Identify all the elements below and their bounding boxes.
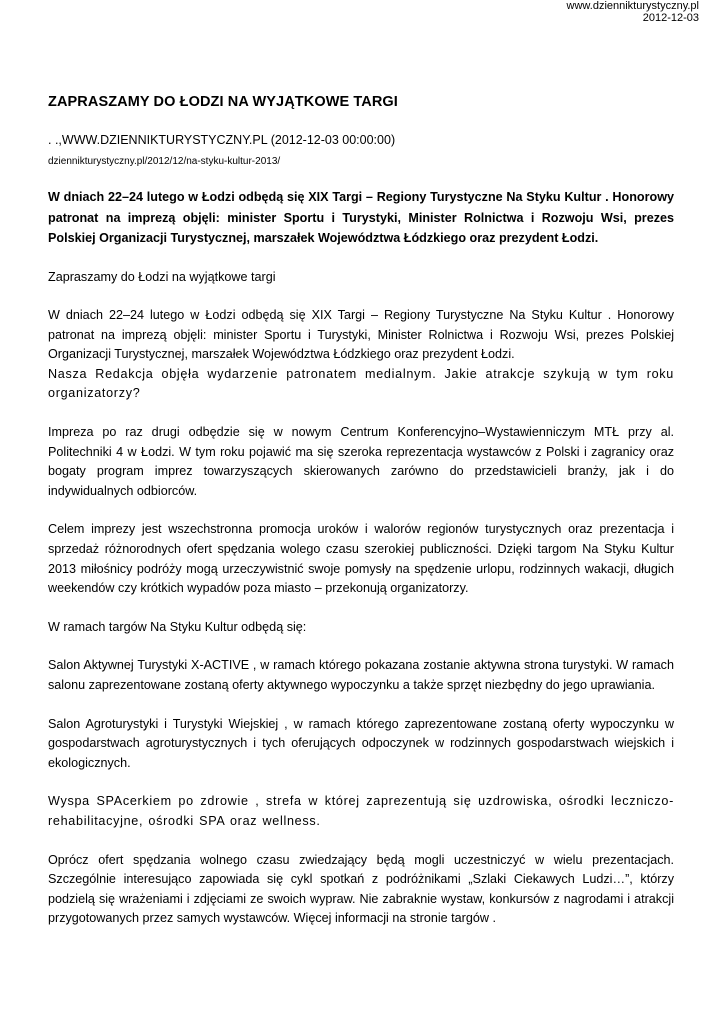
page-header — [567, 0, 699, 24]
article-url: dziennikturystyczny.pl/2012/12/na-styku-kultur-2013/ — [48, 156, 281, 167]
article-paragraph: W dniach 22–24 lutego w Łodzi odbędą się XIX Targi – Regiony Turystyczne Na Styku Kultur . Honorowy patronat na imprezą objęli: minister Sportu i Turystyki, Minister Rolnictwa i Rozwoju Wsi, prezes Polskiej Organizacji Turystycznej, marszałek Województwa Łódzkiego oraz prezydent Łodzi. — [48, 308, 674, 362]
publish-date: 2012-12-03 — [642, 12, 699, 24]
site-url: www.dziennikturystyczny.pl — [566, 0, 699, 12]
article-paragraph: Salon Aktywnej Turystyki X-ACTIVE , w ramach którego pokazana zostanie aktywna strona turystyki. W ramach salonu zaprezentowane zostaną oferty aktywnego wypoczynku a także sprzęt niezbędny do jego uprawiania. — [48, 658, 674, 692]
article-paragraph: Wyspa SPAcerkiem po zdrowie , strefa w której zaprezentują się uzdrowiska, ośrodki leczniczo-rehabilitacyjne, ośrodki SPA oraz wellness. — [48, 794, 674, 828]
article-paragraph: Oprócz ofert spędzania wolnego czasu zwiedzający będą mogli uczestniczyć w wielu prezentacjach. Szczególnie interesująco zapowiada się cykl spotkań z podróżnikami „Szlaki Ciekawych Ludzi…”, którzy podzielą się wrażeniami i zdjęciami ze swoich wypraw. Nie zabraknie wystaw, konkursów z nagrodami i atrakcji przygotowanych przez samych wystawców. Więcej informacji na stronie targów . — [48, 852, 674, 926]
article-paragraph: Celem imprezy jest wszechstronna promocja uroków i walorów regionów turystycznych oraz prezentacja i sprzedaż różnorodnych ofert spędzania wolego czasu szerokiej publiczności. Dzięki targom Na Styku Kultur 2013 miłośnicy podróży mogą urzeczywistnić swoje pomysły na spędzenie urlopu, rodzinnych wakacji, długich weekendów czy krótkich wypadów poza miasto – przekonują organizatorzy. — [48, 522, 674, 596]
article-paragraph: Impreza po raz drugi odbędzie się w nowym Centrum Konferencyjno–Wystawienniczym MTŁ przy al. Politechniki 4 w Łodzi. W tym roku pojawić ma się szeroka reprezentacja wystawców z Polski i zagranicy oraz bogaty program imprez towarzyszących skierowanych zarówno do przedstawicieli branży, jak i do indywidualnych odbiorców. — [48, 425, 674, 498]
article-paragraph: Salon Agroturystyki i Turystyki Wiejskiej , w ramach którego zaprezentowane zostaną oferty wypoczynku w gospodarstwach agroturystycznych i tych oferujących odpoczynek w rodzinnych gospodarstwach wiejskich i ekologicznych. — [48, 716, 674, 770]
article-title: ZAPRASZAMY DO ŁODZI NA WYJĄTKOWE TARGI — [48, 94, 398, 110]
article-paragraph: Zapraszamy do Łodzi na wyjątkowe targi — [48, 269, 276, 284]
article-source: . .,WWW.DZIENNIKTURYSTYCZNY.PL (2012-12-03 00:00:00) — [48, 133, 396, 147]
article — [48, 91, 674, 929]
article-paragraph: Nasza Redakcja objęła wydarzenie patronatem medialnym. Jakie atrakcje szykują w tym roku organizatorzy? — [48, 366, 674, 401]
article-lead: W dniach 22–24 lutego w Łodzi odbędą się XIX Targi – Regiony Turystyczne Na Styku Kultur . Honorowy patronat na imprezą objęli: minister Sportu i Turystyki, Minister Rolnictwa i Rozwoju Wsi, prezes Polskiej Organizacji Turystycznej, marszałek Województwa Łódzkiego oraz prezydent Łodzi. — [48, 190, 674, 245]
article-paragraph: W ramach targów Na Styku Kultur odbędą się: — [48, 619, 307, 634]
